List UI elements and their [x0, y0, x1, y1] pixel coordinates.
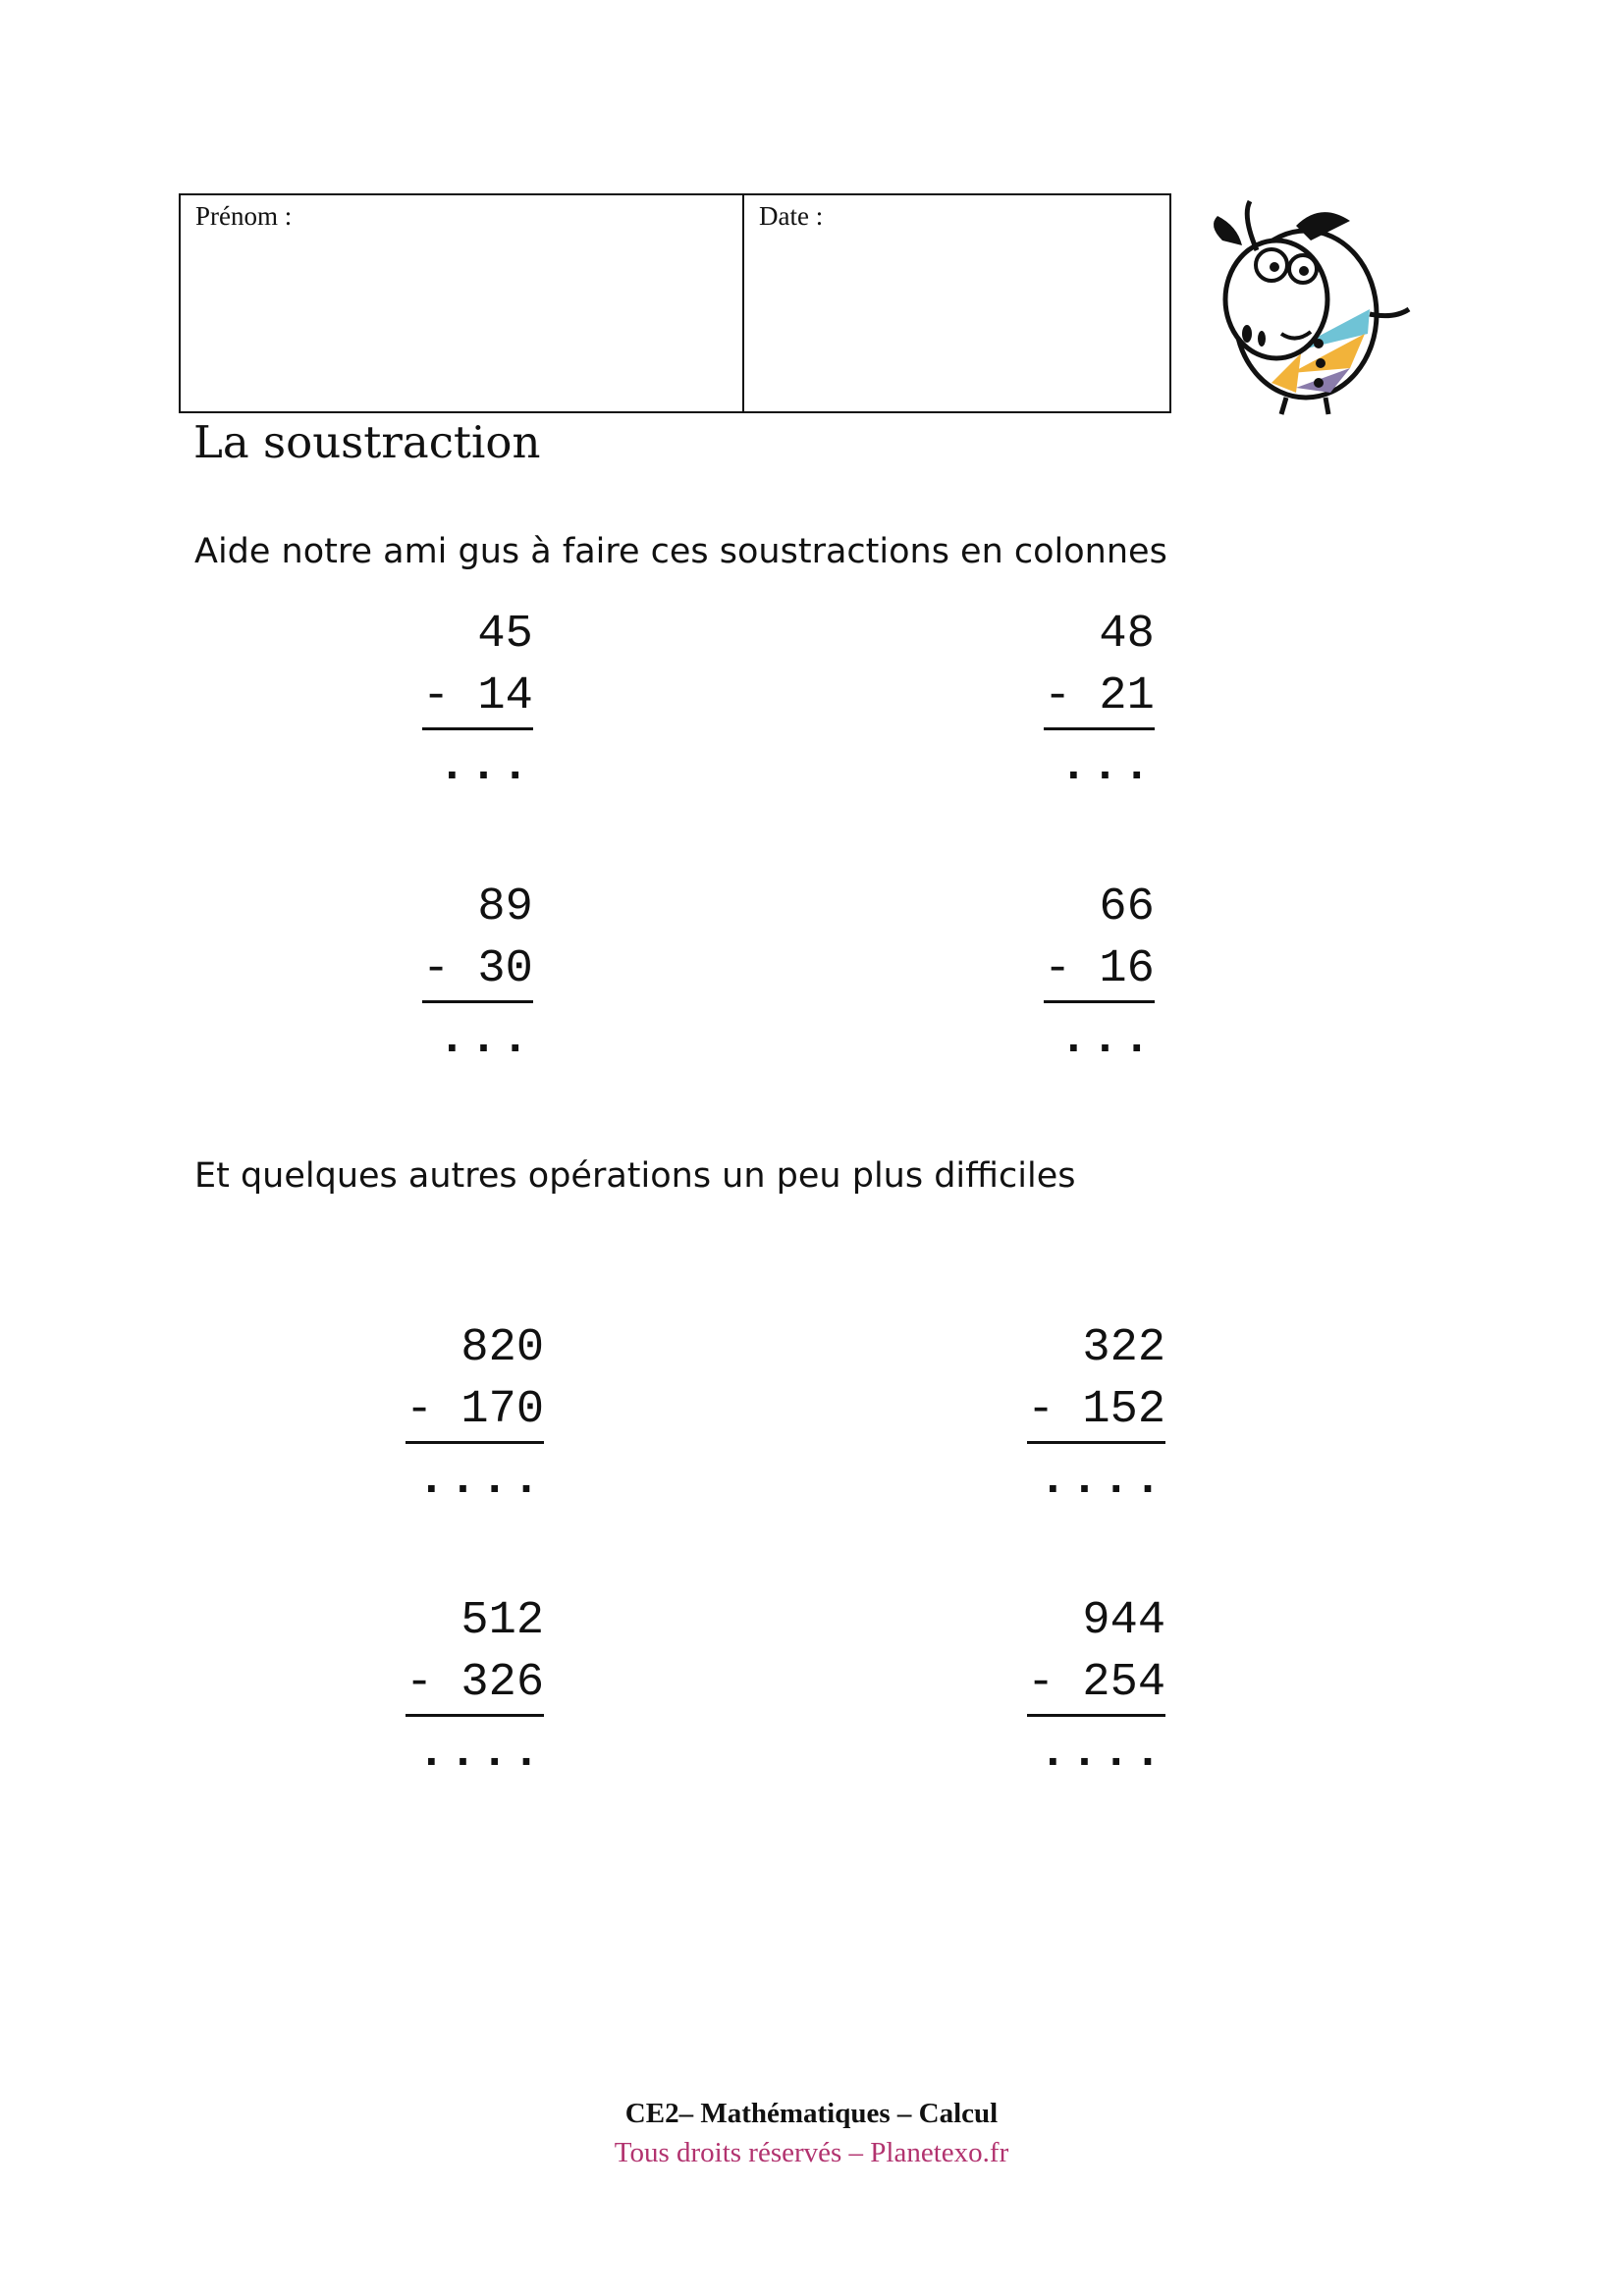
date-field[interactable]: [744, 195, 1169, 411]
operation-8: [1027, 1590, 1165, 1790]
footer-copyright-link[interactable]: Tous droits réservés – Planetexo.fr: [614, 2137, 1009, 2168]
operation-top-number: 89: [477, 881, 533, 934]
operation-answer-blank[interactable]: ...: [438, 1014, 533, 1066]
operation-top-number: 45: [477, 609, 533, 661]
operation-answer-blank[interactable]: ...: [1059, 1014, 1155, 1066]
operation-answer-blank[interactable]: ....: [417, 1728, 545, 1780]
operation-2: [1044, 604, 1155, 804]
operation-subtrahend: - 30: [422, 938, 533, 1003]
instruction-simple: Aide notre ami gus à faire ces soustractions en colonnes: [194, 532, 1167, 571]
operation-answer-blank[interactable]: ....: [1039, 1455, 1166, 1507]
operation-subtrahend: - 152: [1027, 1379, 1165, 1444]
student-info-box: [179, 193, 1171, 413]
operation-6: [1027, 1317, 1165, 1518]
name-field[interactable]: [181, 195, 744, 411]
operation-top-number: 512: [460, 1595, 545, 1647]
operation-answer-blank[interactable]: ....: [417, 1455, 545, 1507]
operation-4: [1044, 877, 1155, 1077]
operation-1: [422, 604, 533, 804]
operation-top-number: 48: [1099, 609, 1155, 661]
operation-answer-blank[interactable]: ....: [1039, 1728, 1166, 1780]
operation-subtrahend: - 254: [1027, 1652, 1165, 1717]
footer-course: CE2– Mathématiques – Calcul: [624, 2098, 999, 2129]
date-label: Date :: [759, 201, 824, 231]
operation-3: [422, 877, 533, 1077]
operation-top-number: 944: [1082, 1595, 1166, 1647]
operation-top-number: 66: [1099, 881, 1155, 934]
operation-answer-blank[interactable]: ...: [438, 741, 533, 793]
operation-5: [406, 1317, 544, 1518]
operation-subtrahend: - 326: [406, 1652, 544, 1717]
operation-top-number: 820: [460, 1322, 545, 1374]
operation-subtrahend: - 16: [1044, 938, 1155, 1003]
name-label: Prénom :: [195, 201, 293, 231]
operation-7: [406, 1590, 544, 1790]
sheep-mascot-icon: [1203, 196, 1414, 417]
operation-top-number: 322: [1082, 1322, 1166, 1374]
operation-subtrahend: - 170: [406, 1379, 544, 1444]
instruction-harder: Et quelques autres opérations un peu plus difficiles: [194, 1156, 1076, 1196]
page-title: La soustraction: [193, 416, 541, 468]
operation-subtrahend: - 14: [422, 666, 533, 730]
operation-subtrahend: - 21: [1044, 666, 1155, 730]
operation-answer-blank[interactable]: ...: [1059, 741, 1155, 793]
